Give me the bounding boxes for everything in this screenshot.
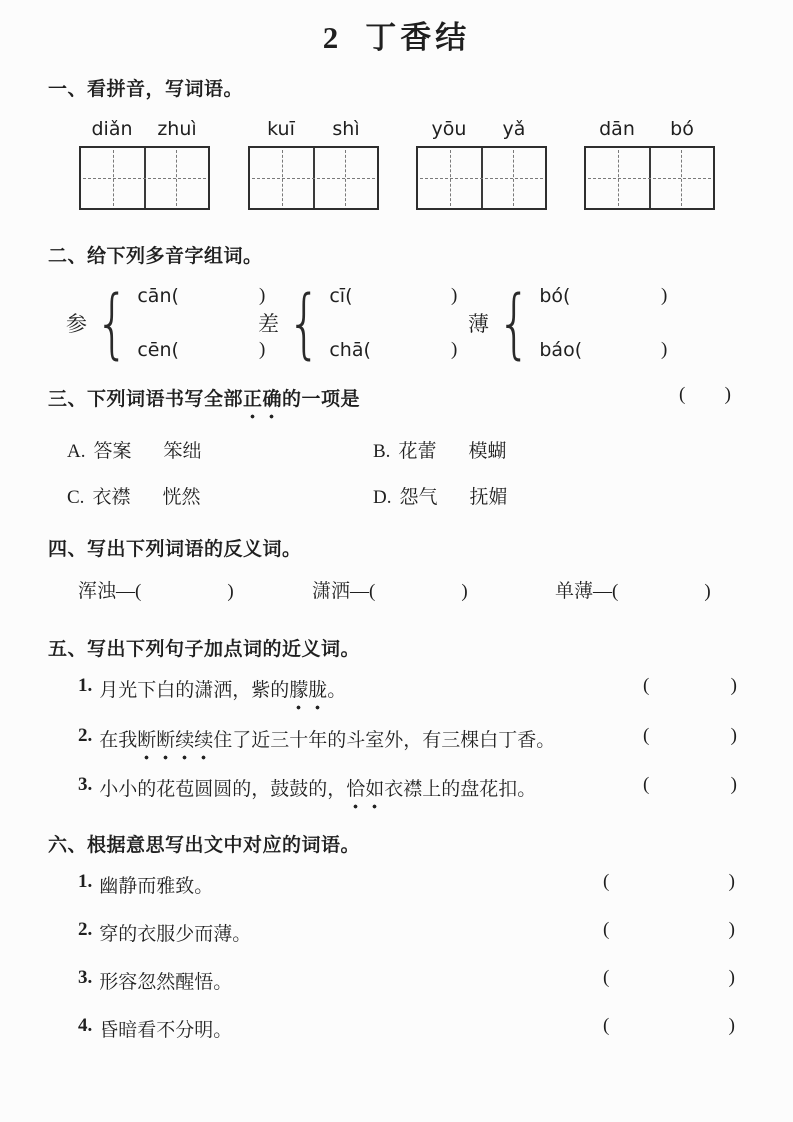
section-3-heading [48, 384, 360, 411]
polyphone-group [258, 278, 458, 367]
option-word: 模蝴 [468, 441, 507, 462]
antonym-word: 潇洒—( [312, 581, 376, 602]
polyphone-char: 薄 [468, 312, 489, 336]
item-number: 1. [78, 675, 93, 696]
section-4-heading: 四、写出下列词语的反义词。 [48, 539, 302, 560]
close-paren: ) [730, 675, 737, 696]
option-word: 花蕾 [398, 441, 437, 462]
sentence-segment: 小小的花苞圆圆的，鼓鼓的， [99, 779, 347, 800]
close-paren: ) [661, 339, 668, 360]
pinyin-label: diǎn [91, 118, 133, 140]
option-word: 抚媚 [469, 487, 508, 508]
section-5-heading: 五、写出下列句子加点词的近义词。 [48, 639, 361, 660]
page-title [0, 12, 793, 57]
writing-box [416, 146, 547, 210]
sentence-segment: 。 [327, 680, 347, 701]
pinyin-option: cēn( [137, 339, 179, 361]
item-number: 4. [78, 1015, 93, 1036]
sentence-text [99, 675, 346, 702]
sentence-item [78, 675, 346, 702]
item-number: 2. [78, 725, 93, 746]
option-word: 衣襟 [92, 487, 131, 508]
brace-glyph: { [287, 278, 322, 367]
answer-parens [603, 871, 735, 893]
close-paren: ) [704, 581, 711, 602]
definition-text: 昏暗看不分明。 [99, 1020, 233, 1041]
option-word: 笨绌 [163, 441, 202, 462]
antonym-item [312, 576, 468, 603]
answer-parens [603, 919, 735, 941]
section-1-heading: 一、看拼音，写词语。 [48, 79, 244, 100]
polyphone-char: 差 [258, 312, 279, 336]
polyphone-char: 参 [66, 312, 87, 336]
open-paren: ( [643, 725, 650, 746]
open-paren: ( [603, 1015, 610, 1036]
definition-item [78, 1015, 232, 1042]
close-paren: ) [730, 774, 737, 795]
sentence-segment: 在我 [99, 730, 138, 751]
brace-glyph: { [95, 278, 130, 367]
antonym-item [555, 576, 711, 603]
pinyin-label: shì [332, 118, 360, 140]
close-paren: ) [259, 285, 266, 306]
sentence-segment: 衣襟上的盘花扣。 [384, 779, 537, 800]
pinyin-option: bó( [539, 285, 571, 307]
option-word: 答案 [93, 441, 132, 462]
answer-parens [679, 384, 731, 406]
pinyin-label: dān [599, 118, 635, 140]
answer-parens [603, 1015, 735, 1037]
option-label: A. [67, 441, 86, 462]
item-number: 1. [78, 871, 93, 892]
option-label: C. [67, 487, 85, 508]
close-paren: ) [227, 581, 234, 602]
close-paren: ) [730, 725, 737, 746]
answer-parens [643, 774, 737, 796]
option-a [67, 436, 202, 463]
lesson-title: 丁香结 [365, 20, 471, 55]
emphasized-word: 恰如 [346, 774, 384, 801]
close-paren: ) [728, 871, 735, 892]
emphasized-word: 正确 [243, 384, 282, 411]
definition-text: 穿的衣服少而薄。 [99, 924, 252, 945]
box-grid-line [420, 178, 543, 179]
pinyin-option: cī( [329, 285, 353, 307]
polyphone-group [66, 278, 266, 367]
box-grid-line [252, 178, 375, 179]
pinyin-option: báo( [539, 339, 583, 361]
lesson-number: 2 [322, 20, 340, 55]
close-paren: ) [661, 285, 668, 306]
writing-box [79, 146, 210, 210]
pinyin-label: bó [670, 118, 694, 140]
writing-box [584, 146, 715, 210]
option-c [67, 482, 200, 509]
antonym-word: 浑浊—( [78, 581, 142, 602]
open-paren: ( [603, 967, 610, 988]
option-word: 恍然 [162, 487, 201, 508]
definition-text: 形容忽然醒悟。 [99, 972, 233, 993]
open-paren: ( [603, 871, 610, 892]
sentence-item [78, 725, 555, 752]
close-paren: ) [728, 967, 735, 988]
sentence-text [99, 774, 536, 801]
box-grid-line [588, 178, 711, 179]
close-paren: ) [451, 339, 458, 360]
antonym-word: 单薄—( [555, 581, 619, 602]
polyphone-group [468, 278, 668, 367]
option-d [373, 482, 508, 509]
close-paren: ) [728, 919, 735, 940]
close-paren: ) [259, 339, 266, 360]
emphasized-word: 朦胧 [289, 675, 327, 702]
writing-box [248, 146, 379, 210]
option-label: B. [373, 441, 391, 462]
definition-item [78, 871, 213, 898]
section-2-heading: 二、给下列多音字组词。 [48, 246, 263, 267]
pinyin-option: cān( [137, 285, 179, 307]
close-paren: ) [728, 1015, 735, 1036]
close-paren: ) [461, 581, 468, 602]
close-paren: ) [451, 285, 458, 306]
answer-parens [643, 725, 737, 747]
heading-text: 三、下列词语书写全部 [48, 389, 244, 410]
pinyin-option: chā( [329, 339, 371, 361]
sentence-item [78, 774, 536, 801]
answer-parens [603, 967, 735, 989]
open-paren: ( [643, 774, 650, 795]
open-paren: ( [603, 919, 610, 940]
definition-text: 幽静而雅致。 [99, 876, 214, 897]
antonym-item [78, 576, 234, 603]
option-b [373, 436, 506, 463]
emphasized-word: 断断续续 [137, 725, 213, 752]
sentence-text [99, 725, 555, 752]
open-paren: ( [679, 384, 686, 405]
pinyin-label: yǎ [502, 118, 526, 140]
definition-item [78, 919, 251, 946]
item-number: 3. [78, 967, 93, 988]
answer-parens [643, 675, 737, 697]
pinyin-label: yōu [431, 118, 467, 140]
section-6-heading: 六、根据意思写出文中对应的词语。 [48, 835, 361, 856]
definition-item [78, 967, 232, 994]
sentence-segment: 月光下白的潇洒，紫的 [99, 680, 290, 701]
item-number: 2. [78, 919, 93, 940]
sentence-segment: 住了近三十年的斗室外，有三棵白丁香。 [213, 730, 556, 751]
open-paren: ( [643, 675, 650, 696]
option-word: 怨气 [399, 487, 438, 508]
item-number: 3. [78, 774, 93, 795]
close-paren: ) [724, 384, 731, 405]
option-label: D. [373, 487, 392, 508]
brace-glyph: { [497, 278, 532, 367]
box-grid-line [83, 178, 206, 179]
pinyin-label: zhuì [157, 118, 197, 140]
heading-text: 的一项是 [282, 389, 361, 410]
pinyin-label: kuī [267, 118, 295, 140]
